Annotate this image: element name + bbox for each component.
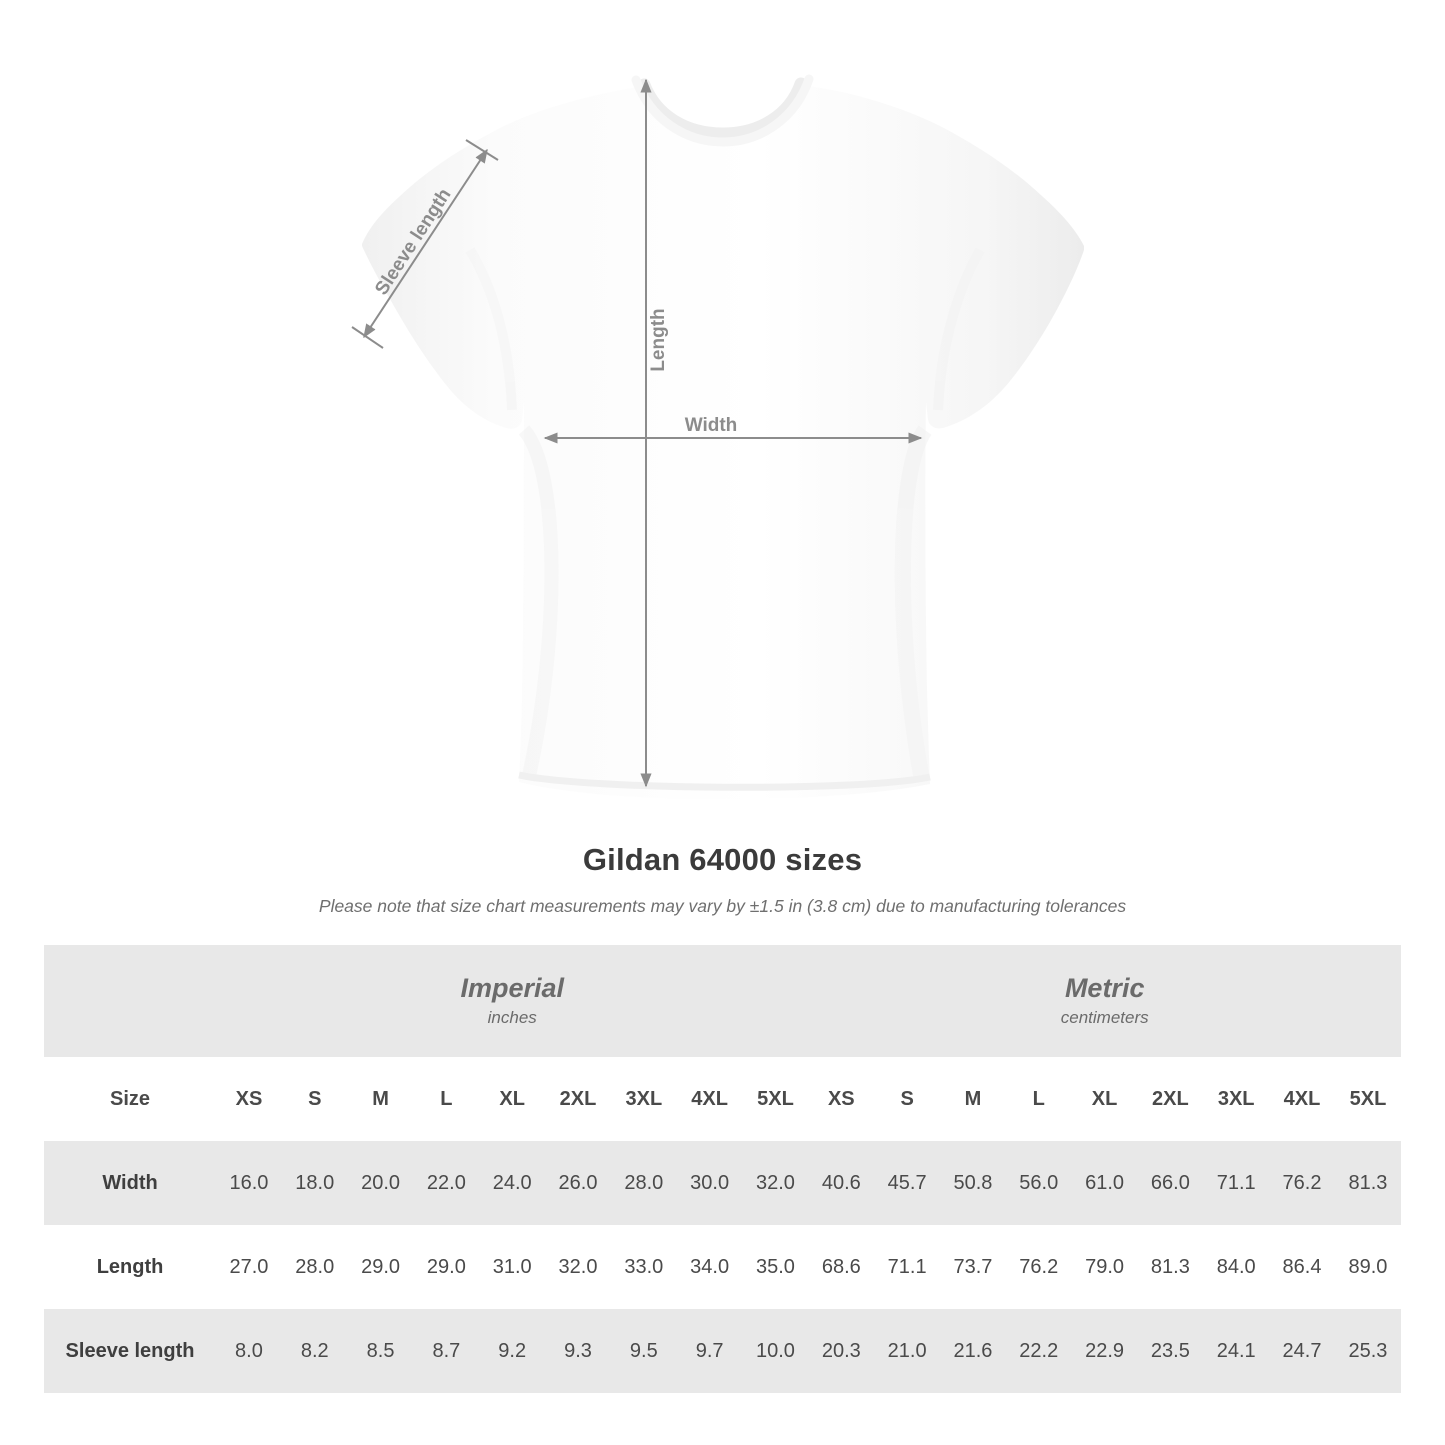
size-cell-imperial-s: S	[282, 1057, 348, 1141]
size-cell-imperial-2xl: 2XL	[545, 1057, 611, 1141]
sleeve-imperial-4xl: 9.7	[677, 1309, 743, 1393]
size-cell-metric-m: M	[940, 1057, 1006, 1141]
table-row	[44, 1309, 1401, 1393]
width-metric-xs: 40.6	[808, 1141, 874, 1225]
width-metric-xl: 61.0	[1072, 1141, 1138, 1225]
unit-name-metric: Metric	[1064, 973, 1145, 1003]
size-cell-metric-xs: XS	[808, 1057, 874, 1141]
length-metric-5xl: 89.0	[1335, 1225, 1401, 1309]
sleeve-imperial-s: 8.2	[282, 1309, 348, 1393]
size-cell-imperial-m: M	[348, 1057, 414, 1141]
length-imperial-xl: 31.0	[479, 1225, 545, 1309]
sleeve-imperial-xs: 8.0	[216, 1309, 282, 1393]
length-metric-4xl: 86.4	[1269, 1225, 1335, 1309]
size-cell-metric-s: S	[874, 1057, 940, 1141]
chart-heading	[0, 840, 1445, 918]
sleeve-metric-4xl: 24.7	[1269, 1309, 1335, 1393]
sleeve-metric-xs: 20.3	[808, 1309, 874, 1393]
width-metric-4xl: 76.2	[1269, 1141, 1335, 1225]
width-metric-l: 56.0	[1006, 1141, 1072, 1225]
table-row	[44, 1141, 1401, 1225]
width-metric-s: 45.7	[874, 1141, 940, 1225]
row-label-width: Width	[44, 1141, 216, 1225]
size-cell-metric-4xl: 4XL	[1269, 1057, 1335, 1141]
length-imperial-l: 29.0	[413, 1225, 479, 1309]
size-cell-metric-xl: XL	[1072, 1057, 1138, 1141]
sleeve-length-label: Sleeve length	[371, 184, 456, 300]
width-imperial-xs: 16.0	[216, 1141, 282, 1225]
sleeve-imperial-m: 8.5	[348, 1309, 414, 1393]
length-label: Length	[648, 308, 669, 372]
length-imperial-5xl: 35.0	[743, 1225, 809, 1309]
size-cell-metric-3xl: 3XL	[1203, 1057, 1269, 1141]
sleeve-metric-l: 22.2	[1006, 1309, 1072, 1393]
sleeve-metric-s: 21.0	[874, 1309, 940, 1393]
size-cell-imperial-3xl: 3XL	[611, 1057, 677, 1141]
length-imperial-m: 29.0	[348, 1225, 414, 1309]
tolerance-note: Please note that size chart measurements may vary by ±1.5 in (3.8 cm) due to manufacturing tolerances	[318, 896, 1127, 916]
sleeve-metric-5xl: 25.3	[1335, 1309, 1401, 1393]
size-cell-imperial-xs: XS	[216, 1057, 282, 1141]
width-metric-m: 50.8	[940, 1141, 1006, 1225]
length-metric-m: 73.7	[940, 1225, 1006, 1309]
length-imperial-xs: 27.0	[216, 1225, 282, 1309]
size-table	[44, 945, 1401, 1393]
sleeve-imperial-3xl: 9.5	[611, 1309, 677, 1393]
width-imperial-4xl: 30.0	[677, 1141, 743, 1225]
row-label-length: Length	[44, 1225, 216, 1309]
size-cell-imperial-5xl: 5XL	[743, 1057, 809, 1141]
sleeve-imperial-l: 8.7	[413, 1309, 479, 1393]
length-metric-l: 76.2	[1006, 1225, 1072, 1309]
size-header-row	[44, 1057, 1401, 1141]
unit-sub-imperial: inches	[487, 1008, 537, 1027]
sleeve-metric-3xl: 24.1	[1203, 1309, 1269, 1393]
size-cell-metric-l: L	[1006, 1057, 1072, 1141]
size-cell-metric-5xl: 5XL	[1335, 1057, 1401, 1141]
unit-name-imperial: Imperial	[460, 973, 564, 1003]
table-row	[44, 1225, 1401, 1309]
length-metric-xs: 68.6	[808, 1225, 874, 1309]
width-metric-2xl: 66.0	[1137, 1141, 1203, 1225]
length-metric-3xl: 84.0	[1203, 1225, 1269, 1309]
width-imperial-xl: 24.0	[479, 1141, 545, 1225]
width-metric-3xl: 71.1	[1203, 1141, 1269, 1225]
width-imperial-l: 22.0	[413, 1141, 479, 1225]
length-imperial-4xl: 34.0	[677, 1225, 743, 1309]
width-imperial-5xl: 32.0	[743, 1141, 809, 1225]
length-metric-2xl: 81.3	[1137, 1225, 1203, 1309]
length-metric-s: 71.1	[874, 1225, 940, 1309]
sleeve-imperial-2xl: 9.3	[545, 1309, 611, 1393]
length-metric-xl: 79.0	[1072, 1225, 1138, 1309]
size-cell-imperial-xl: XL	[479, 1057, 545, 1141]
size-table-container	[44, 945, 1401, 1393]
length-imperial-3xl: 33.0	[611, 1225, 677, 1309]
width-imperial-2xl: 26.0	[545, 1141, 611, 1225]
sleeve-metric-m: 21.6	[940, 1309, 1006, 1393]
sleeve-metric-2xl: 23.5	[1137, 1309, 1203, 1393]
sleeve-imperial-xl: 9.2	[479, 1309, 545, 1393]
unit-header-imperial	[216, 945, 808, 1057]
tshirt-shape	[362, 85, 1084, 799]
size-cell-imperial-4xl: 4XL	[677, 1057, 743, 1141]
sleeve-metric-xl: 22.9	[1072, 1309, 1138, 1393]
width-imperial-3xl: 28.0	[611, 1141, 677, 1225]
size-cell-metric-2xl: 2XL	[1137, 1057, 1203, 1141]
page-title: Gildan 64000 sizes	[582, 842, 863, 877]
width-imperial-m: 20.0	[348, 1141, 414, 1225]
length-imperial-s: 28.0	[282, 1225, 348, 1309]
size-cell-imperial-l: L	[413, 1057, 479, 1141]
width-imperial-s: 18.0	[282, 1141, 348, 1225]
unit-header-blank	[44, 945, 216, 1057]
width-metric-5xl: 81.3	[1335, 1141, 1401, 1225]
sleeve-imperial-5xl: 10.0	[743, 1309, 809, 1393]
width-label: Width	[684, 415, 738, 436]
size-row-label: Size	[44, 1057, 216, 1141]
unit-header-metric	[808, 945, 1401, 1057]
unit-sub-metric: centimeters	[1060, 1008, 1149, 1027]
row-label-sleeve-length: Sleeve length	[44, 1309, 216, 1393]
unit-header-row	[44, 945, 1401, 1057]
length-imperial-2xl: 32.0	[545, 1225, 611, 1309]
